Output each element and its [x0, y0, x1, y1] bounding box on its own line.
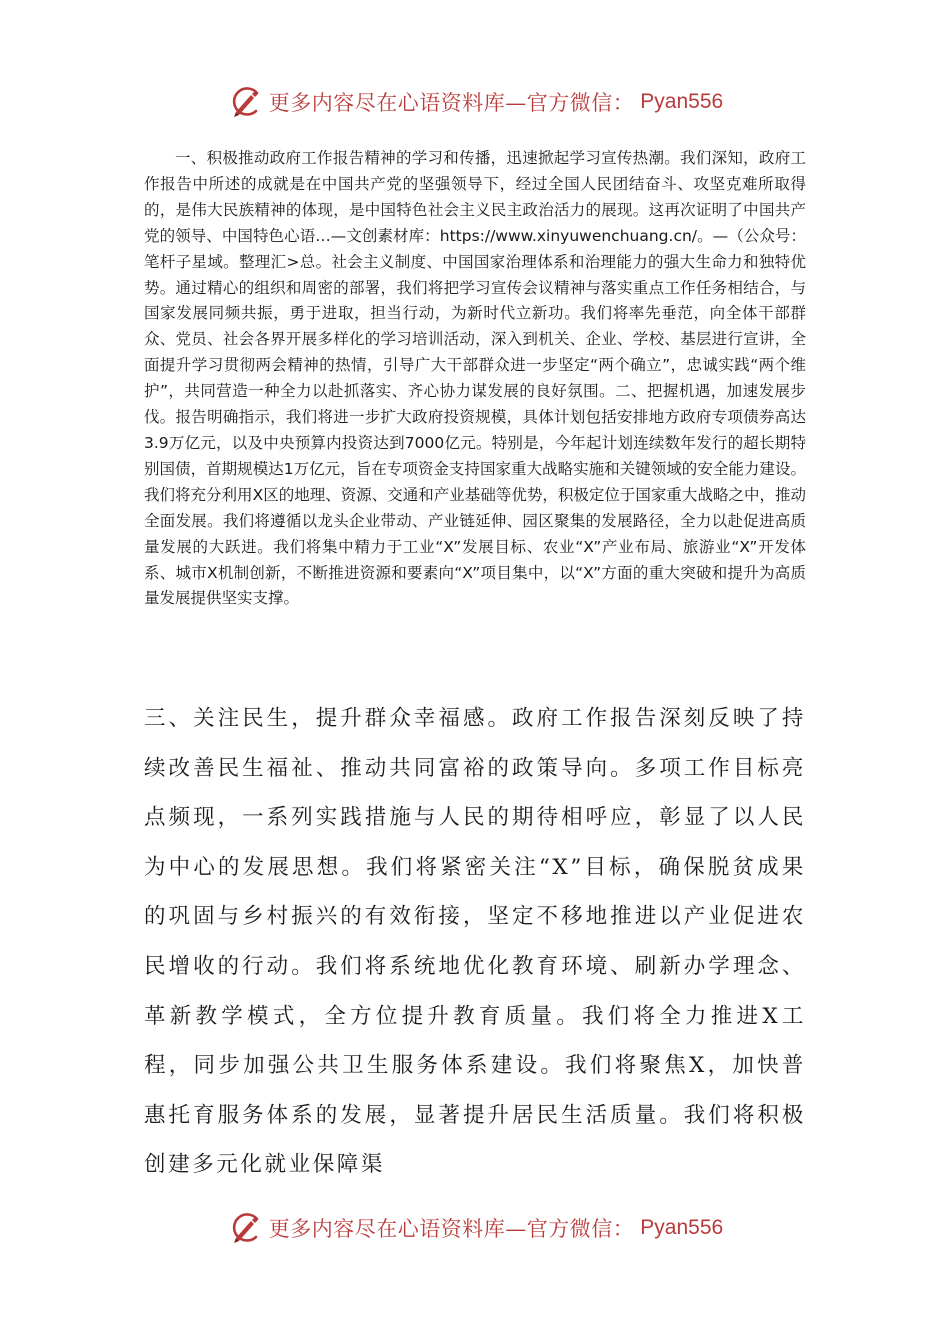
- body-paragraph-small: 一、积极推动政府工作报告精神的学习和传播，迅速掀起学习宣传热潮。我们深知，政府工作报告中所述的成就是在中国共产党的坚强领导下，经过全国人民团结奋斗、攻坚克难所取得的，是伟大民族精神的体现，是中国特色社会主义民主政治活力的展现。这再次证明了中国共产党的领导、中国特色心语…—文创素材库：https://www.xinyuwenchuang.cn/。—（公众号：笔杆子星域。整理汇>总。社会主义制度、中国国家治理体系和治理能力的强大生命力和独特优势。通过精心的组织和周密的部署，我们将把学习宣传会议精神与落实重点工作任务相结合，与国家发展同频共振，勇于进取，担当行动，为新时代立新功。我们将率先垂范，向全体干部群众、党员、社会各界开展多样化的学习培训活动，深入到机关、企业、学校、基层进行宣讲，全面提升学习贯彻两会精神的热情，引导广大干部群众进一步坚定“两个确立”，忠诚实践“两个维护”，共同营造一种全力以赴抓落实、齐心协力谋发展的良好氛围。二、把握机遇，加速发展步伐。报告明确指示，我们将进一步扩大政府投资规模，具体计划包括安排地方政府专项债券高达3.9万亿元，以及中央预算内投资达到7000亿元。特别是，今年起计划连续数年发行的超长期特别国债，首期规模达1万亿元，旨在专项资金支持国家重大战略实施和关键领域的安全能力建设。我们将充分利用X区的地理、资源、交通和产业基础等优势，积极定位于国家重大战略之中，推动全面发展。我们将遵循以龙头企业带动、产业链延伸、园区聚集的发展路径，全力以赴促进高质量发展的大跃进。我们将集中精力于工业“X”发展目标、农业“X”产业布局、旅游业“X”开发体系、城市X机制创新，不断推进资源和要素向“X”项目集中，以“X”方面的重大突破和提升为高质量发展提供坚实支撑。: [144, 149, 806, 608]
- pen-circle-logo-icon: [227, 1210, 263, 1246]
- pen-circle-logo-icon: [227, 84, 263, 120]
- wechat-id: Pyan556: [640, 1216, 724, 1239]
- body-paragraph-large: 三、关注民生，提升群众幸福感。政府工作报告深刻反映了持续改善民生福祉、推动共同富裕的政策导向。多项工作目标亮点频现，一系列实践措施与人民的期待相呼应，彰显了以人民为中心的发展思想。我们将紧密关注“X”目标，确保脱贫成果的巩固与乡村振兴的有效衔接，坚定不移地推进以产业促进农民增收的行动。我们将系统地优化教育环境、刷新办学理念、革新教学模式，全方位提升教育质量。我们将全力推进X工程，同步加强公共卫生服务体系建设。我们将聚焦X，加快普惠托育服务体系的发展，显著提升居民生活质量。我们将积极创建多元化就业保障渠: [144, 706, 806, 1178]
- header-banner: [0, 80, 950, 124]
- wechat-id: Pyan556: [640, 90, 724, 113]
- banner-text: 更多内容尽在心语资料库—官方微信：: [268, 91, 635, 115]
- banner-text: 更多内容尽在心语资料库—官方微信：: [268, 1217, 635, 1241]
- footer-banner: [0, 1206, 950, 1250]
